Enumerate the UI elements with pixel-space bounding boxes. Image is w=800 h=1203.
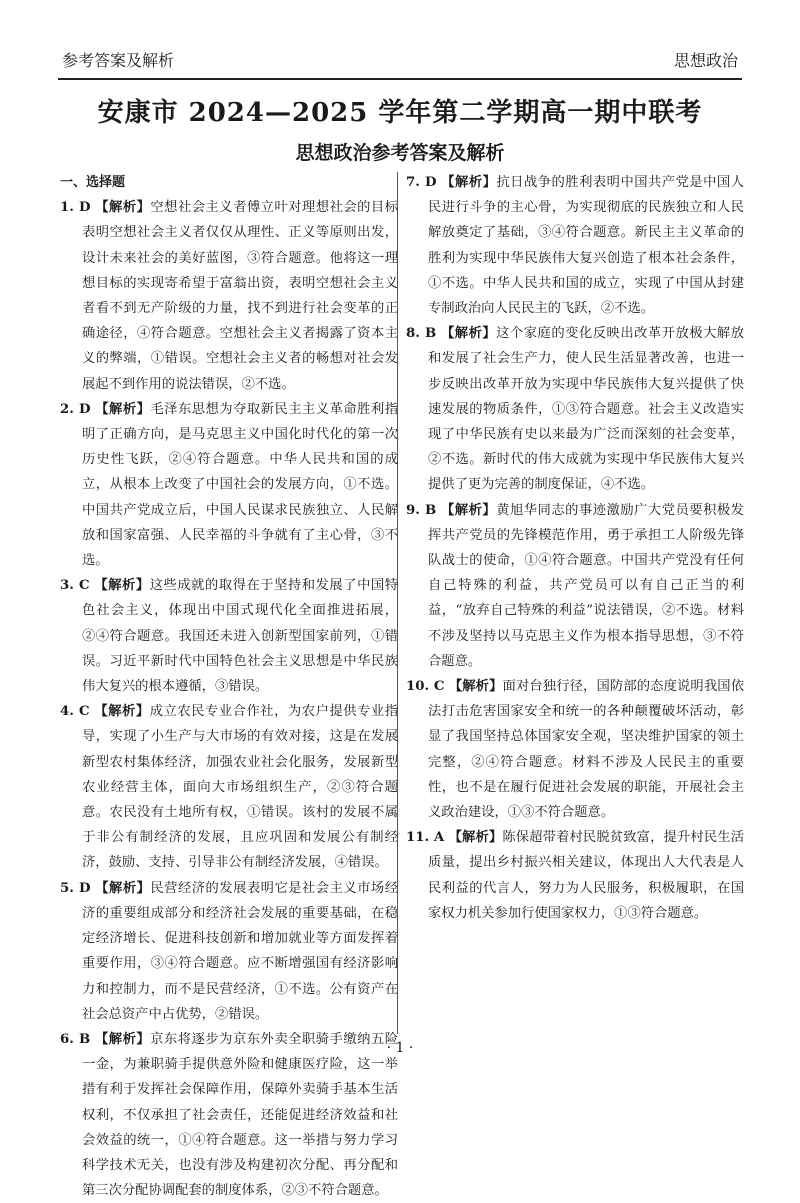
item-number: 11. A (406, 830, 445, 846)
item-number: 8. B (406, 326, 437, 342)
item-text: 面对台独行径，国防部的态度说明我国依法打击危害国家安全和统一的各种颠覆破坏活动，彰显了我国坚持总体国家安全观，坚决维护国家的领土完整，②④符合题意。材料不涉及人民民主的重要性，也不是在履行促进社会发展的职能，开展社会主义政治建设，①③不符合题意。 (428, 679, 744, 821)
analysis-tag: 【解析】 (94, 704, 150, 720)
item-text: 京东将逐步为京东外卖全职骑手缴纳五险一金，为兼职骑手提供意外险和健康医疗险，这一举措有利于发挥社会保障作用，保障外卖骑手基本生活权利，不仅承担了社会责任，还能促进经济效益和社会效益的统一，①④符合题意。这一举措与努力学习科学技术无关，也没有涉及构建初次分配、再分配和第三次分配协调配套的制度体系，②③不符合题意。 (82, 1031, 399, 1199)
analysis-tag: 【解析】 (95, 401, 151, 417)
analysis-tag: 【解析】 (95, 200, 151, 216)
item-number: 3. C (60, 578, 90, 594)
header-left-label: 参考答案及解析 (62, 51, 175, 70)
page-subtitle: 思想政治参考答案及解析 (295, 142, 505, 164)
item-number: 9. B (406, 502, 437, 518)
item-text: 抗日战争的胜利表明中国共产党是中国人民进行斗争的主心骨，为实现彻底的民族独立和人民解放奠定了基础，③④符合题意。新民主主义革命的胜利为实现中华民族伟大复兴创造了根本社会条件，①不选。中华人民共和国的成立，实现了中国从封建专制政治向人民民主的飞跃，②不选。 (428, 175, 745, 317)
answer-item-11 (406, 825, 744, 926)
analysis-tag: 【解析】 (94, 578, 150, 594)
answer-item-7 (406, 170, 744, 321)
item-number: 5. D (60, 880, 91, 896)
item-text: 毛泽东思想为夺取新民主主义革命胜利指明了正确方向，是马克思主义中国化时代化的第一次历史性飞跃，②④符合题意。中华人民共和国的成立，从根本上改变了中国社会的发展方向，①不选。中国共产党成立后，中国人民谋求民族独立、人民解放和国家富强、人民幸福的斗争就有了主心骨，③不选。 (82, 401, 399, 569)
answer-item-10 (406, 674, 744, 825)
answer-item-9 (406, 498, 744, 674)
analysis-tag: 【解析】 (94, 1031, 151, 1047)
item-number: 7. D (406, 175, 437, 190)
item-text: 民营经济的发展表明它是社会主义市场经济的重要组成部分和经济社会发展的重要基础，在稳定经济增长、促进科技创新和增加就业等方面发挥着重要作用，③④符合题意。应不断增强国有经济影响力和控制力，而不是民营经济，①不选。公有资产在社会总资产中占优势，②错误。 (82, 880, 399, 1022)
item-number: 1. D (60, 200, 91, 216)
item-text: 黄旭华同志的事迹激励广大党员要积极发挥共产党员的先锋模范作用，勇于承担工人阶级先锋队战士的使命，①④符合题意。中国共产党没有任何自己特殊的利益，共产党员可以有自己正当的利益，“放弃自己特殊的利益”说法错误，②不选。材料不涉及坚持以马克思主义作为根本指导思想，③不符合题意。 (428, 502, 745, 669)
answer-item-4 (60, 699, 398, 875)
section-heading: 一、选择题 (60, 175, 126, 190)
item-number: 6. B (60, 1031, 91, 1047)
item-text: 成立农民专业合作社，为农户提供专业指导，实现了小生产与大市场的有效对接，这是在发展新型农村集体经济，加强农业社会化服务，发展新型农业经营主体，面向大市场组织生产，②③符合题意。农民没有土地所有权，①错误。该村的发展不属于非公有制经济的发展，且应巩固和发展公有制经济，鼓励、支持、引导非公有制经济发展，④错误。 (82, 704, 399, 871)
item-text: 这些成就的取得在于坚持和发展了中国特色社会主义，体现出中国式现代化全面推进拓展，②④符合题意。我国还未进入创新型国家前列，①错误。习近平新时代中国特色社会主义思想是中华民族伟大复兴的根本遵循，③错误。 (82, 578, 399, 695)
answer-item-2 (60, 397, 398, 573)
header-subject-label: 思想政治 (673, 51, 738, 70)
item-number: 4. C (60, 704, 90, 720)
running-header (58, 50, 742, 80)
page-number: · 1 · (386, 1040, 414, 1056)
right-column (406, 170, 744, 926)
item-text: 陈保超带着村民脱贫致富，提升村民生活质量，提出乡村振兴相关建议，体现出人大代表是人民利益的代言人，努力为人民服务，积极履职，在国家权力机关参加行使国家权力，①③符合题意。 (428, 830, 744, 921)
item-text: 这个家庭的变化反映出改革开放极大解放和发展了社会生产力，使人民生活显著改善，也进一步反映出改革开放为实现中华民族伟大复兴提供了快速发展的物质条件，①③符合题意。社会主义改造实现了中华民族有史以来最为广泛而深刻的社会变革，②不选。新时代的伟大成就为实现中华民族伟大复兴提供了更为完善的制度保证，④不选。 (428, 326, 745, 493)
analysis-tag: 【解析】 (95, 880, 151, 896)
answer-item-5 (60, 876, 398, 1027)
answer-item-3 (60, 573, 398, 699)
analysis-tag: 【解析】 (448, 830, 503, 846)
page-title: 安康市 2024—2025 学年第二学期高一期中联考 (97, 98, 703, 128)
answer-item-1 (60, 195, 398, 397)
item-number: 10. C (406, 679, 445, 695)
item-text: 空想社会主义者傅立叶对理想社会的目标表明空想社会主义者仅仅从理性、正义等原则出发，设计未来社会的美好蓝图，③符合题意。他将这一理想目标的实现寄希望于富翁出资，表明空想社会主义者看不到无产阶级的力量，找不到进行社会变革的正确途径，④符合题意。空想社会主义者揭露了资本主义的弊端，①错误。空想社会主义者的畅想对社会发展起不到作用的说法错误，②不选。 (82, 200, 399, 392)
analysis-tag: 【解析】 (448, 679, 503, 695)
answer-item-8 (406, 321, 744, 497)
analysis-tag: 【解析】 (441, 175, 497, 190)
item-number: 2. D (60, 401, 91, 417)
analysis-tag: 【解析】 (440, 326, 497, 342)
analysis-tag: 【解析】 (440, 502, 497, 518)
